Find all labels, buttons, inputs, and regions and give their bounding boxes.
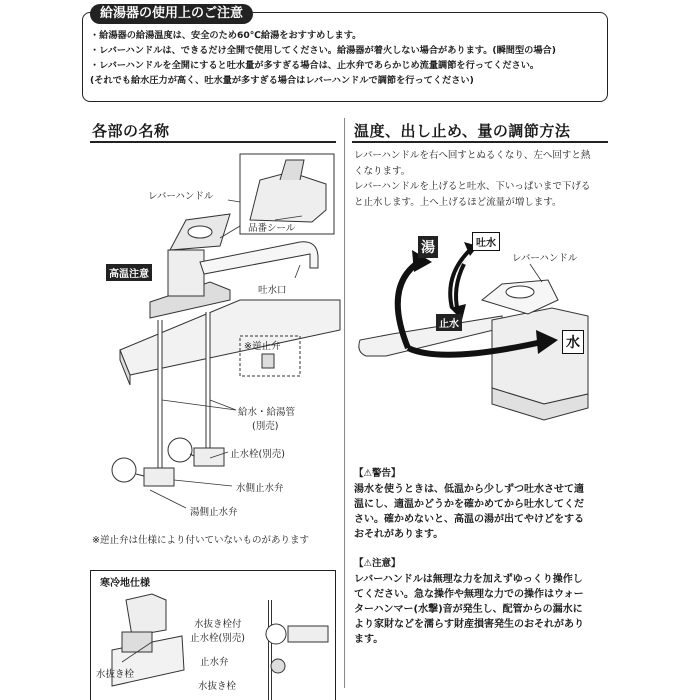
label-spout: 吐水口 bbox=[258, 285, 287, 296]
warning-line: 温にし、適温かどうかを確かめてから吐水してくだ bbox=[354, 499, 584, 510]
adjust-line: くなります。 bbox=[354, 165, 411, 177]
label-stop-cock: 止水栓(別売) bbox=[230, 449, 285, 460]
faucet-parts-diagram bbox=[90, 150, 340, 550]
caution-line: (それでも給水圧力が高く、吐水量が多すぎる場合はレバーハンドルで調節を行ってください) bbox=[90, 75, 474, 86]
notice-line: より家財などを濡らす財産損害発生のおそれがあり bbox=[354, 619, 584, 630]
label-high-temp: 高温注意 bbox=[106, 264, 152, 281]
label-drain-plug-right: 水抜き栓 bbox=[198, 681, 237, 692]
label-pipe-note: (別売) bbox=[252, 421, 279, 432]
label-cold: 水 bbox=[562, 330, 584, 354]
notice-text bbox=[354, 572, 584, 647]
adjust-text bbox=[354, 148, 590, 210]
label-pipe: 給水・給湯管 bbox=[238, 407, 296, 418]
parts-heading: 各部の名称 bbox=[92, 122, 170, 140]
warning-line: おそれがあります。 bbox=[354, 529, 444, 540]
adjust-heading-rule bbox=[352, 141, 608, 143]
parts-heading-rule bbox=[90, 141, 336, 143]
label-seal: 品番シール bbox=[248, 223, 296, 234]
warning-text bbox=[354, 482, 584, 542]
notice-title: 【⚠注意】 bbox=[354, 558, 401, 569]
notice-line: レバーハンドルは無理な力を加えずゆっくり操作し bbox=[354, 574, 583, 585]
label-discharge: 吐水 bbox=[472, 232, 500, 251]
label-hot: 湯 bbox=[418, 236, 438, 258]
caution-title: 給湯器の使用上のご注意 bbox=[90, 4, 253, 24]
label-lever: レバーハンドル bbox=[148, 191, 214, 202]
notice-line: ます。 bbox=[354, 634, 384, 645]
caution-list bbox=[90, 28, 600, 88]
column-divider bbox=[344, 118, 345, 688]
notice-line: ターハンマー(水撃)音が発生し、配管からの漏水に bbox=[354, 604, 583, 615]
label-stop: 止水 bbox=[436, 314, 462, 331]
parts-note: ※逆止弁は仕様により付いていないものがあります bbox=[92, 535, 309, 546]
adjust-line: と止水します。上へ上げるほど流量が増します。 bbox=[354, 196, 562, 208]
adjust-line: レバーハンドルを右へ回すとぬるくなり、左へ回すと熱 bbox=[354, 150, 591, 161]
adjust-heading: 温度、出し止め、量の調節方法 bbox=[354, 122, 571, 140]
label-lever-adjust: レバーハンドル bbox=[512, 253, 578, 264]
caution-line: ・レバーハンドルは、できるだけ全開で使用してください。給湯器が着火しない場合があります。(瞬間型の場合) bbox=[90, 45, 556, 56]
caution-line: ・給湯器の給湯温度は、安全のため60℃給湯をおすすめします。 bbox=[90, 30, 362, 41]
label-check-valve: ※逆止弁 bbox=[244, 341, 281, 352]
adjust-line: レバーハンドルを上げると吐水、下いっぱいまで下げる bbox=[354, 181, 591, 192]
cold-region-title: 寒冷地仕様 bbox=[100, 578, 150, 589]
warning-line: 湯水を使うときは、低温から少しずつ吐水させて適 bbox=[354, 484, 584, 495]
warning-line: さい。確かめないと、高温の湯が出てやけどをする bbox=[354, 514, 584, 525]
label-drain-plug-left: 水抜き栓 bbox=[96, 669, 135, 680]
label-hot-valve: 湯側止水弁 bbox=[190, 507, 238, 518]
caution-line: ・レバーハンドルを全開にすると吐水量が多すぎる場合は、止水弁であらかじめ流量調節を行ってください。 bbox=[90, 60, 540, 71]
label-drain-stop: 水抜き栓付 bbox=[194, 619, 242, 630]
label-stop-valve: 止水弁 bbox=[200, 657, 229, 668]
notice-line: てください。急な操作や無理な力での操作はウォー bbox=[354, 589, 584, 600]
label-water-valve: 水側止水弁 bbox=[236, 483, 284, 494]
label-drain-stop-note: 止水栓(別売) bbox=[190, 633, 245, 644]
warning-title: 【⚠警告】 bbox=[354, 468, 401, 479]
